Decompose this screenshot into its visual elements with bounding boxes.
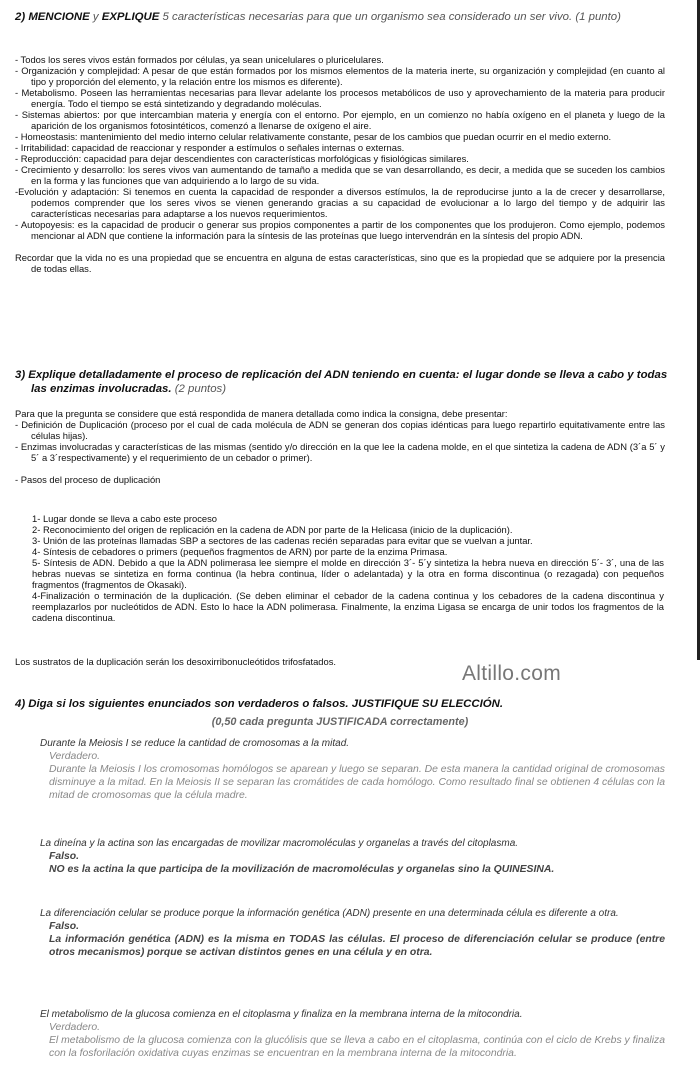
q4-subtitle: (0,50 cada pregunta JUSTIFICADA correctamente) <box>211 716 469 728</box>
q2-item: -Evolución y adaptación: Si tenemos en cuenta la capacidad de responder a diversos estímulos, la de reproducirse junto a la de crecer y desarrollarse, podemos comprender que los seres vivos se vienen generando gracias a su capacidad de evolucionar a lo largo del tiempo y de adquirir las características necesarias para adaptarse a los nuevos requerimientos. <box>15 186 665 219</box>
q2-heading <box>15 10 670 24</box>
tf-item <box>40 738 665 802</box>
q2-item: - Sistemas abiertos: por que intercambian materia y energía con el entorno. Por ejemplo, en un comienzo no había oxígeno en el planeta y luego de la aparición de los organismos fotosintéticos, comenzó a llenarse de oxígeno el aire. <box>15 109 665 131</box>
tf-statement: El metabolismo de la glucosa comienza en el citoplasma y finaliza en la membrana interna de la mitocondria. <box>40 1009 523 1020</box>
tf-justification: NO es la actina la que participa de la movilización de macromoléculas y organelas sino la QUINESINA. <box>49 864 555 875</box>
q3-answer <box>15 408 665 485</box>
q2-item: - Irritabilidad: capacidad de reaccionar y responder a estímulos o señales internas o externas. <box>15 142 405 153</box>
tf-statement: La dineína y la actina son las encargadas de movilizar macromoléculas y organelas a través del citoplasma. <box>40 838 519 849</box>
tf-justification: Durante la Meiosis I los cromosomas homólogos se aparean y luego se separan. De esta manera la cantidad original de cromosomas disminuye a la mitad. En la Meiosis II se separan las cromátides de cada homólogo. Como resultado final se obtienen 4 células con la mitad de cromosomas que la célula madre. <box>49 764 665 801</box>
tf-verdict: Falso. <box>49 851 80 862</box>
q2-number: 2) <box>15 11 26 23</box>
q3-substrates-block <box>15 656 665 667</box>
q3-steps <box>32 513 664 623</box>
q3-criterion: - Definición de Duplicación (proceso por el cual de cada molécula de ADN se generan dos copias idénticas para luego repartirlo equitativamente entre las células hijas). <box>15 419 665 441</box>
q2-title-rest: 5 características necesarias para que un organismo sea considerado un ser vivo. (1 punto) <box>159 11 621 23</box>
q3-step: 1- Lugar donde se lleva a cabo este proceso <box>32 513 218 524</box>
q4-heading: 4) Diga si los siguientes enunciados son verdaderos o falsos. JUSTIFIQUE SU ELECCIÓN. <box>15 698 504 710</box>
q3-criterion: - Enzimas involucradas y características de las mismas (sentido y/o dirección en la que lee la cadena molde, en el que sintetiza la cadena de ADN (3´a 5´ y 5´ a 3´respectivamente) y el requerimiento de un cebador o primer). <box>15 441 665 463</box>
q2-closing: Recordar que la vida no es una propiedad que se encuentra en alguna de estas características, sino que es la propiedad que se adquiere por la presencia de todas ellas. <box>15 252 665 274</box>
tf-justification: El metabolismo de la glucosa comienza con la glucólisis que se lleva a cabo en el citoplasma, continúa con el ciclo de Krebs y finaliza con la fosforilación oxidativa cuyas enzimas se encuentran en la membrana interna de la mitocondria. <box>49 1035 665 1059</box>
tf-item <box>40 1009 665 1060</box>
q2-answer <box>15 54 665 274</box>
tf-justification: La información genética (ADN) es la misma en TODAS las células. El proceso de diferenciación celular se produce (entre otros mecanismos) porque se activan distintos genes en una célula y en otra. <box>49 934 665 958</box>
q2-title-explique: EXPLIQUE <box>101 11 160 23</box>
q3-substrates: Los sustratos de la duplicación serán los desoxirribonucleótidos trifosfatados. <box>15 656 337 667</box>
q3-title: 3) Explique detalladamente el proceso de replicación del ADN teniendo en cuenta: el lugar donde se lleva a cabo y todas las enzimas involucradas. <box>15 369 668 395</box>
tf-verdict: Verdadero. <box>49 751 101 762</box>
q3-heading <box>15 368 671 396</box>
q2-title-mencione: MENCIONE <box>28 11 90 23</box>
q3-steps-heading: - Pasos del proceso de duplicación <box>15 474 161 485</box>
q3-step: 5- Síntesis de ADN. Debido a que la ADN polimerasa lee siempre el molde en dirección 3´- 5´y sintetiza la hebra nueva en dirección 5´- 3´, una de las hebras nuevas se sintetiza en forma continua (la hebra continua, líder o adelantada) y la otra en forma discontinua (o rezagada) con pequeños fragmentos (fragmentos de Okasaki). <box>32 557 664 590</box>
q2-item: - Homeostasis: mantenimiento del medio interno celular relativamente constante, pesar de los cambios que puedan ocurrir en el medio externo. <box>15 131 612 142</box>
tf-item <box>40 908 665 959</box>
tf-statement: Durante la Meiosis I se reduce la cantidad de cromosomas a la mitad. <box>40 738 350 749</box>
q3-step: 2- Reconocimiento del origen de replicación en la cadena de ADN por parte de la Helicasa (inicio de la duplicación). <box>32 524 513 535</box>
q3-points: (2 puntos) <box>171 383 227 395</box>
q3-step: 3- Unión de las proteínas llamadas SBP a sectores de las cadenas recién separadas para evitar que se vuelvan a juntar. <box>32 535 533 546</box>
q3-step: 4- Síntesis de cebadores o primers (pequeños fragmentos de ARN) por parte de la enzima Primasa. <box>32 546 448 557</box>
tf-verdict: Verdadero. <box>49 1022 101 1033</box>
q2-item: - Crecimiento y desarrollo: los seres vivos van aumentando de tamaño a medida que se van desarrollando, es decir, a medida que se suceden los cambios en la forma y las funciones que van adquiriendo a lo largo de su vida. <box>15 164 665 186</box>
q2-item: - Autopoyesis: es la capacidad de producir o generar sus propios componentes a partir de los componentes que los produjeron. Como ejemplo, podemos mencionar al ADN que contiene la información para la síntesis de las proteínas que luego intervendrán en la síntesis del propio ADN. <box>15 219 665 241</box>
watermark-logo: Altillo.com <box>462 662 561 685</box>
q2-item: - Reproducción: capacidad para dejar descendientes con características morfológicas y fisiológicas similares. <box>15 153 469 164</box>
q2-item: - Todos los seres vivos están formados por células, ya sean unicelulares o pluricelulares. <box>15 54 384 65</box>
q3-intro: Para que la pregunta se considere que está respondida de manera detallada como indica la consigna, debe presentar: <box>15 408 508 419</box>
q2-item: - Metabolismo. Poseen las herramientas necesarias para llevar adelante los procesos metabólicos de uso y aprovechamiento de la materia para producir energía. Todo el tiempo se está sintetizando y degradando moléculas. <box>15 87 665 109</box>
tf-statement: La diferenciación celular se produce porque la información genética (ADN) presente en una determinada célula es diferente a otra. <box>40 908 619 919</box>
q3-step: 4-Finalización o terminación de la duplicación. (Se deben eliminar el cebador de la cadena continua y los cebadores de la cadena discontinua y reemplazarlos por nucleótidos de ADN. Esto lo hace la ADN polimerasa. Finalmente, la enzima Ligasa se encarga de unir todos los fragmentos de la cadena discontinua. <box>32 590 664 623</box>
q2-item: - Organización y complejidad: A pesar de que están formados por los mismos elementos de la materia inerte, su organización y complejidad (en cuanto al tipo y proporción del elemento, y la relación entre los mismos es diferente). <box>15 65 665 87</box>
tf-item <box>40 838 665 876</box>
q2-title-y: y <box>89 11 102 23</box>
tf-verdict: Falso. <box>49 921 80 932</box>
